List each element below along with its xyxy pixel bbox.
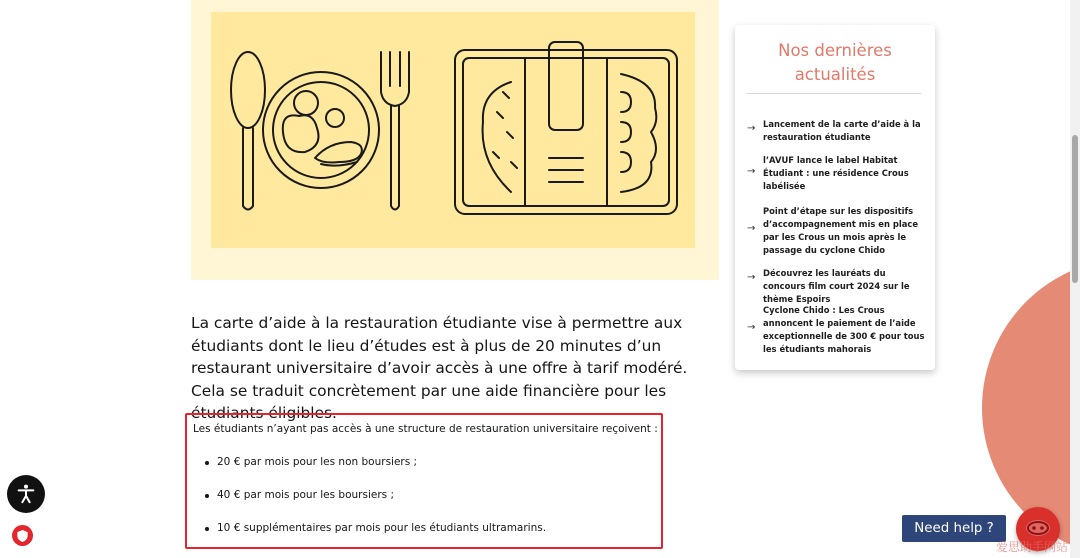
news-title-line-2: actualités	[794, 65, 876, 84]
shield-icon	[17, 530, 28, 542]
news-title	[735, 39, 935, 87]
arrow-right-icon: →	[747, 322, 756, 333]
news-link-label[interactable]: l’AVUF lance le label Habitat Étudiant : une résidence Crous labélisée	[763, 155, 909, 191]
arrow-right-icon: →	[747, 223, 756, 234]
need-help-button[interactable]: Need help ?	[902, 515, 1006, 542]
arrow-right-icon: →	[747, 272, 756, 283]
news-link-label[interactable]: Découvrez les lauréats du concours film court 2024 sur le thème Espoirs	[763, 268, 910, 304]
meal-illustration	[211, 12, 695, 248]
hero-illustration	[191, 0, 719, 280]
news-link-label[interactable]: Point d’étape sur les dispositifs d’accompagnement mis en place par les Crous un mois après le passage du cyclone Chido	[763, 206, 919, 255]
arrow-right-icon: →	[747, 123, 756, 134]
list-item: 20 € par mois pour les non boursiers ;	[217, 456, 418, 468]
news-link-label[interactable]: Cyclone Chido : Les Crous annoncent le paiement de l’aide exceptionnelle de 300 € pour tous les étudiants mahorais	[763, 305, 925, 354]
accessibility-button[interactable]	[7, 475, 45, 513]
scrollbar-thumb[interactable]	[1072, 135, 1078, 283]
intro-paragraph: La carte d’aide à la restauration étudiante vise à permettre aux étudiants dont le lieu d’études est à plus de 20 minutes d’un restaurant universitaire d’avoir accès à une offre à tarif modéré. Cela se traduit concrètement par une aide financière pour les étudiants éligibles.	[191, 314, 688, 423]
news-link-label[interactable]: Lancement de la carte d’aide à la restauration étudiante	[763, 119, 921, 142]
privacy-shield-button[interactable]	[12, 525, 33, 546]
news-divider	[747, 93, 921, 94]
meal-tray-icon	[211, 12, 695, 248]
news-sidebar	[735, 25, 935, 370]
arrow-right-icon: →	[747, 166, 756, 177]
eligibility-lead: Les étudiants n’ayant pas accès à une structure de restauration universitaire reçoivent :	[193, 423, 658, 435]
eligibility-box	[185, 413, 663, 549]
list-item: 10 € supplémentaires par mois pour les étudiants ultramarins.	[217, 522, 547, 534]
news-title-line-1: Nos dernières	[778, 41, 892, 60]
accessibility-icon	[15, 483, 37, 505]
watermark-text: 爱思助手网站	[996, 540, 1069, 554]
list-item: 40 € par mois pour les boursiers ;	[217, 489, 395, 501]
